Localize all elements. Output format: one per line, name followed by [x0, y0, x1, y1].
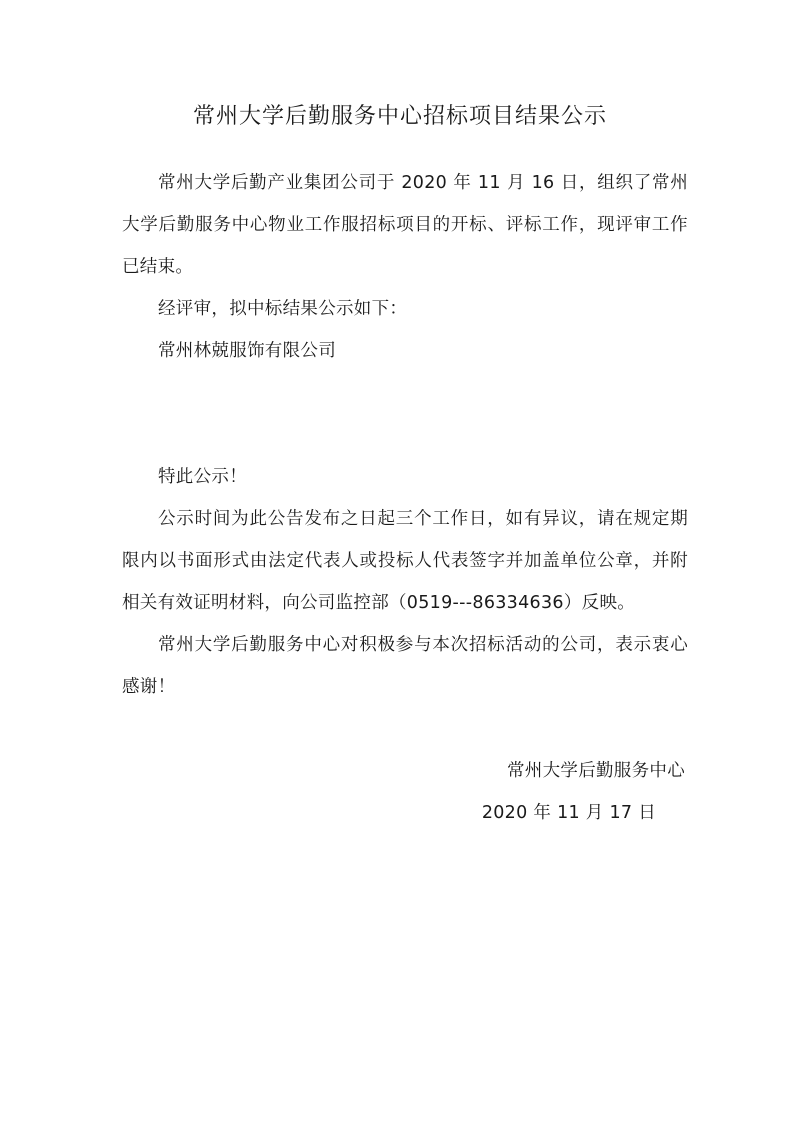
thanks-paragraph: 常州大学后勤服务中心对积极参与本次招标活动的公司，表示衷心感谢！: [122, 635, 688, 697]
review-result-paragraph: 经评审，拟中标结果公示如下：: [158, 299, 408, 319]
signature-date: 2020 年 11 月 17 日: [481, 803, 656, 823]
winning-bidder: 常州林兢服饰有限公司: [158, 341, 336, 361]
announcement-statement: 特此公示！: [158, 467, 247, 487]
objection-notice-paragraph: 公示时间为此公告发布之日起三个工作日，如有异议，请在规定期限内以书面形式由法定代表人或投标人代表签字并加盖单位公章，并附相关有效证明材料，向公司监控部（0519---86334636）反映。: [122, 509, 688, 613]
intro-paragraph: 常州大学后勤产业集团公司于 2020 年 11 月 16 日，组织了常州大学后勤服务中心物业工作服招标项目的开标、评标工作，现评审工作已结束。: [122, 173, 688, 277]
signature-organization: 常州大学后勤服务中心: [507, 761, 685, 781]
document-title: 常州大学后勤服务中心招标项目结果公示: [192, 104, 607, 129]
